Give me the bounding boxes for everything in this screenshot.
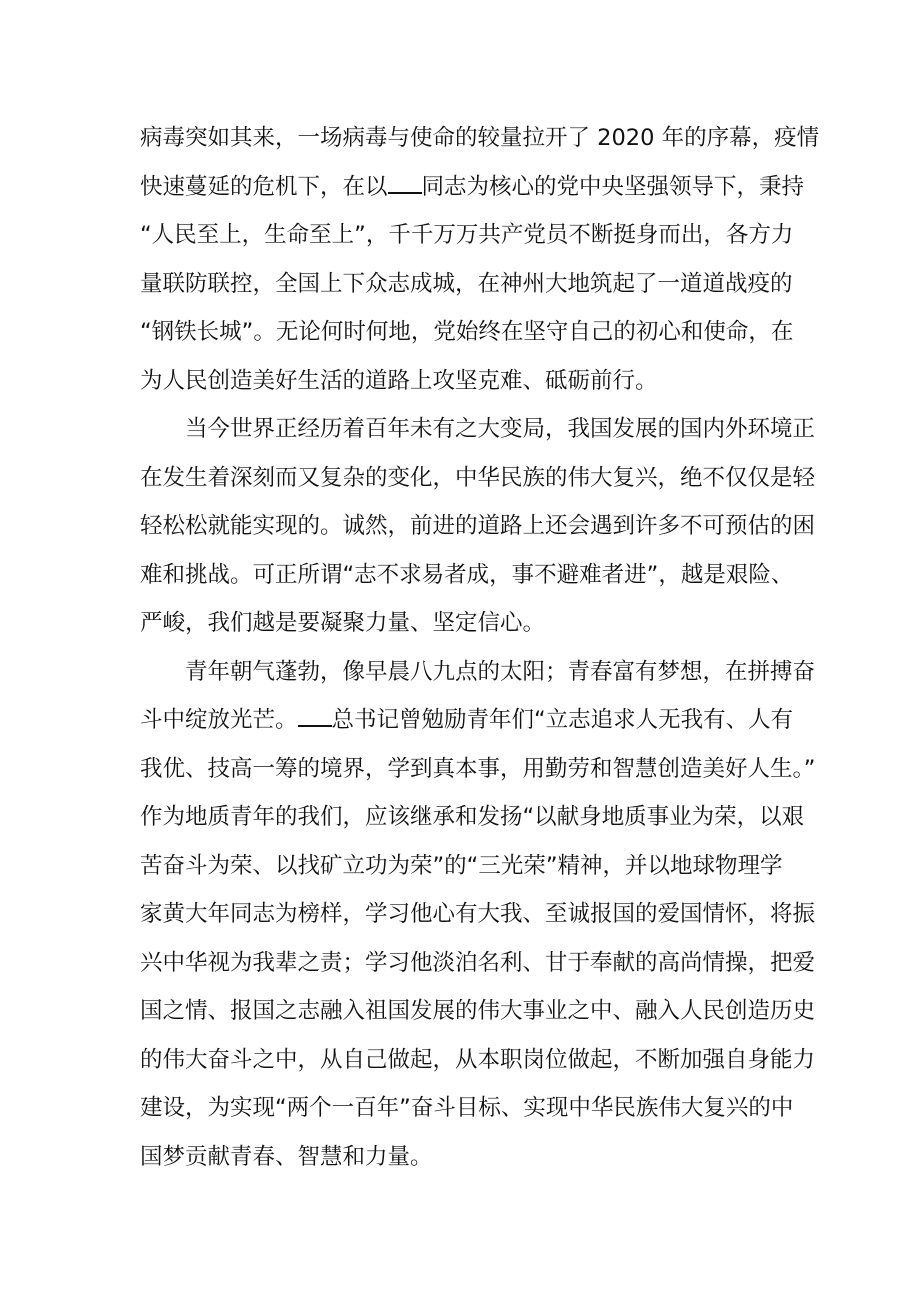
fill-in-blank	[388, 168, 422, 194]
text-line: 量联防联控，全国上下众志成城，在神州大地筑起了一道道战疫的	[140, 270, 793, 297]
text-line	[140, 163, 805, 212]
text-line: 青年朝气蓬勃，像早晨八九点的太阳；青春富有梦想，在拼搏奋	[185, 658, 816, 685]
line-segment: 总书记曾勉励青年们“立志追求人无我有、人有	[331, 707, 794, 733]
text-line: 作为地质青年的我们，应该继承和发扬“以献身地质事业为荣，以艰	[140, 804, 805, 830]
text-line: 建设，为实现“两个一百年”奋斗目标、实现中华民族伟大复兴的中	[140, 1095, 794, 1121]
text-line: 为人民创造美好生活的道路上攻坚克难、砥砺前行。	[140, 367, 658, 394]
text-line	[140, 696, 794, 745]
text-line: 家黄大年同志为榜样，学习他心有大我、至诚报国的爱国情怀，将振	[140, 901, 816, 927]
text-line: 国之情、报国之志融入祖国发展的伟大事业之中、融入人民创造历史	[140, 998, 816, 1024]
paragraph-3	[140, 648, 816, 1182]
text-line: 在发生着深刻而又复杂的变化，中华民族的伟大复兴，绝不仅仅是轻	[140, 464, 816, 491]
text-line: 轻松松就能实现的。诚然，前进的道路上还会遇到许多不可预估的困	[140, 513, 816, 539]
text-line: 严峻，我们越是要凝聚力量、坚定信心。	[140, 610, 546, 636]
text-line: 我优、技高一筹的境界，学到真本事，用勤劳和智慧创造美好人生。”	[140, 755, 816, 782]
text-line: “钢铁长城”。无论何时何地，党始终在坚守自己的初心和使命，在	[140, 319, 794, 345]
fill-in-blank	[298, 701, 332, 727]
text-line: 难和挑战。可正所谓“志不求易者成，事不避难者进”，越是艰险、	[140, 561, 794, 588]
text-line: 当今世界正经历着百年未有之大变局，我国发展的国内外环境正	[185, 416, 816, 442]
paragraph-1	[140, 114, 820, 405]
text-line: 兴中华视为我辈之责；学习他淡泊名利、甘于奉献的高尚情操，把爱	[140, 949, 816, 976]
text-line: 病毒突如其来，一场病毒与使命的较量拉开了 2020 年的序幕，疫情	[140, 125, 820, 151]
text-line: 国梦贡献青春、智慧和力量。	[140, 1143, 433, 1170]
line-segment: 同志为核心的党中央坚强领导下，秉持	[421, 173, 805, 200]
article-body	[140, 114, 820, 1181]
paragraph-2	[140, 405, 816, 648]
text-line: 的伟大奋斗之中，从自己做起，从本职岗位做起，不断加强自身能力	[140, 1046, 816, 1073]
text-line: 苦奋斗为荣、以找矿立功为荣”的“三光荣”精神，并以地球物理学	[140, 852, 783, 879]
line-segment: 斗中绽放光芒。	[140, 707, 298, 733]
text-line: “人民至上，生命至上”，千千万万共产党员不断挺身而出，各方力	[140, 222, 794, 248]
line-segment: 快速蔓延的危机下，在以	[140, 173, 388, 200]
